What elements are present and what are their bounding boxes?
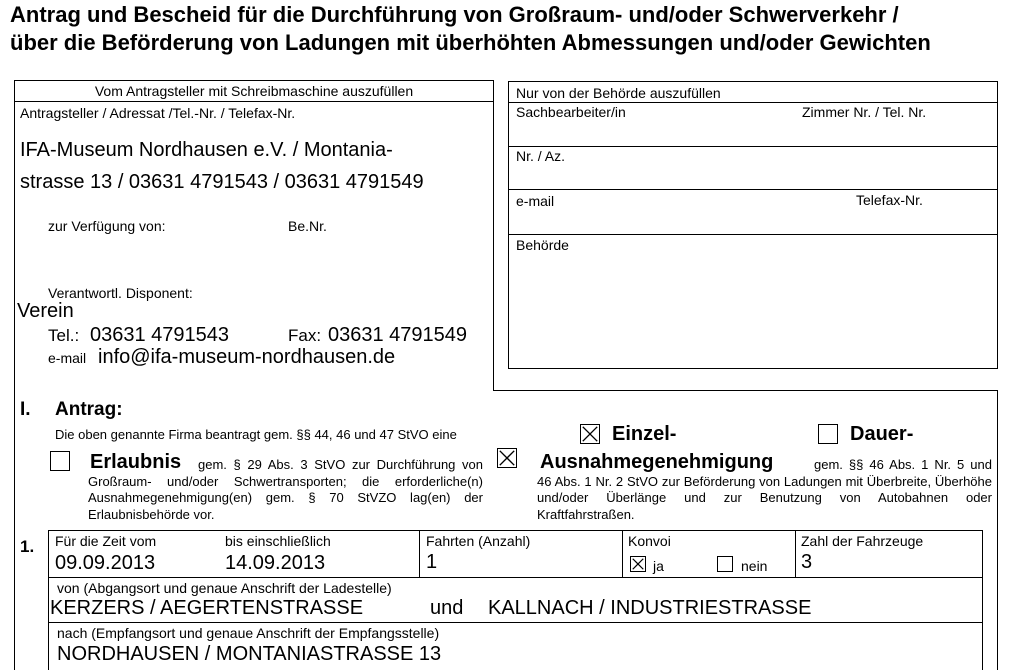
authority-divider-2 — [508, 146, 998, 147]
dauer-label: Dauer- — [850, 423, 914, 445]
erlaubnis-description: gem. § 29 Abs. 3 StVO zur Durchführung von Großraum- und/oder Schwertransporten; die erforderliche(n) Ausnahmegenehmigung(en) gem. § 70 StVZO lag(en) der Erlaubnisbehörde vor. — [88, 457, 483, 522]
form-title-line-1: Antrag und Bescheid für die Durchführung von Großraum- und/oder Schwerverkehr / — [10, 2, 899, 27]
applicant-address-line-1: IFA-Museum Nordhausen e.V. / Montania- — [20, 139, 393, 161]
fax-value: 03631 4791549 — [328, 324, 468, 346]
applicant-left-border — [14, 80, 15, 390]
ausnahme-label: Ausnahmegenehmigung — [540, 451, 774, 473]
available-from-label: zur Verfügung von: — [48, 218, 166, 234]
section-heading: Antrag: — [55, 399, 123, 420]
period-from-value: 09.09.2013 — [55, 552, 156, 574]
checkmark-x-icon — [581, 425, 599, 443]
from-value-part-2: KALLNACH / INDUSTRIESTRASSE — [488, 597, 812, 619]
erlaubnis-label: Erlaubnis — [90, 451, 182, 473]
convoy-label: Konvoi — [628, 533, 671, 549]
item-number: 1. — [20, 537, 35, 556]
trips-label: Fahrten (Anzahl) — [426, 533, 531, 549]
section-intro: Die oben genannte Firma beantragt gem. §§ 44, 46 und 47 StVO eine — [55, 427, 457, 442]
room-label: Zimmer Nr. / Tel. Nr. — [802, 104, 927, 120]
period-to-label: bis einschließlich — [225, 533, 331, 549]
dispatcher-value: Verein — [17, 300, 74, 322]
section-right-border — [997, 390, 998, 670]
convoy-no-checkbox[interactable] — [717, 556, 733, 572]
applicant-right-border — [493, 80, 494, 390]
email-value: info@ifa-museum-nordhausen.de — [98, 346, 396, 368]
to-label: nach (Empfangsort und genaue Anschrift der Empfangsstelle) — [57, 625, 440, 641]
ausnahme-checkbox[interactable] — [497, 448, 517, 468]
clerk-label: Sachbearbeiter/in — [516, 104, 626, 120]
tel-value: 03631 4791543 — [90, 324, 230, 346]
from-label: von (Abgangsort und genaue Anschrift der Ladestelle) — [57, 580, 392, 596]
period-from-label: Für die Zeit vom — [55, 533, 157, 549]
authority-caption: Nur von der Behörde auszufüllen — [516, 85, 721, 101]
authority-divider-4 — [508, 234, 998, 235]
authority-box — [508, 81, 998, 369]
authority-divider-1 — [508, 102, 998, 103]
fax-label: Fax: — [288, 326, 322, 345]
trips-value: 1 — [426, 551, 438, 573]
authority-name-label: Behörde — [516, 237, 569, 253]
from-value-and: und — [430, 597, 464, 619]
dispatcher-label: Verantwortl. Disponent: — [48, 285, 193, 301]
ref-label: Nr. / Az. — [516, 148, 566, 164]
to-value: NORDHAUSEN / MONTANIASTRASSE 13 — [57, 643, 442, 665]
applicant-caption: Vom Antragsteller mit Schreibmaschine auszufüllen — [94, 83, 414, 99]
convoy-yes-label: ja — [653, 558, 664, 574]
erlaubnis-checkbox[interactable] — [50, 451, 70, 471]
section-left-border — [14, 390, 15, 670]
authority-divider-3 — [508, 189, 998, 190]
item-row-divider-2 — [48, 622, 983, 623]
period-to-value: 14.09.2013 — [225, 552, 326, 574]
vehicles-label: Zahl der Fahrzeuge — [801, 533, 924, 549]
applicant-caption-divider — [14, 101, 494, 102]
item-col-divider-1 — [419, 530, 420, 577]
form-title-line-2: über die Beförderung von Ladungen mit überhöhten Abmessungen und/oder Gewichten — [10, 30, 931, 55]
tel-label: Tel.: — [48, 326, 80, 345]
convoy-yes-checkbox[interactable] — [630, 556, 646, 572]
dauer-checkbox[interactable] — [818, 424, 838, 444]
authority-fax-label: Telefax-Nr. — [856, 192, 923, 208]
email-label: e-mail — [48, 350, 87, 366]
from-value-part-1: KERZERS / AEGERTENSTRASSE — [50, 597, 364, 619]
checkmark-x-icon — [631, 557, 645, 571]
einzel-label: Einzel- — [612, 423, 677, 445]
checkmark-x-icon — [498, 449, 516, 467]
vehicles-value: 3 — [801, 551, 813, 573]
item-col-divider-3 — [795, 530, 796, 577]
section-roman-numeral: I. — [20, 399, 31, 420]
item-col-divider-2 — [622, 530, 623, 577]
authority-email-label: e-mail — [516, 193, 555, 209]
ausnahme-description: gem. §§ 46 Abs. 1 Nr. 5 und 46 Abs. 1 Nr. 2 StVO zur Beförderung von Ladungen mit Überbreite, Überhöhe und/oder Überlänge und zur Benutzung von Autobahnen oder Kraftfahrstraßen. — [537, 457, 992, 522]
applicant-address-line-2: strasse 13 / 03631 4791543 / 03631 4791549 — [20, 171, 424, 193]
convoy-no-label: nein — [741, 558, 768, 574]
item-row-divider-1 — [48, 577, 983, 578]
einzel-checkbox[interactable] — [580, 424, 600, 444]
section-top-border — [493, 390, 998, 391]
applicant-label: Antragsteller / Adressat /Tel.-Nr. / Telefax-Nr. — [20, 105, 296, 121]
be-nr-label: Be.Nr. — [288, 218, 327, 234]
